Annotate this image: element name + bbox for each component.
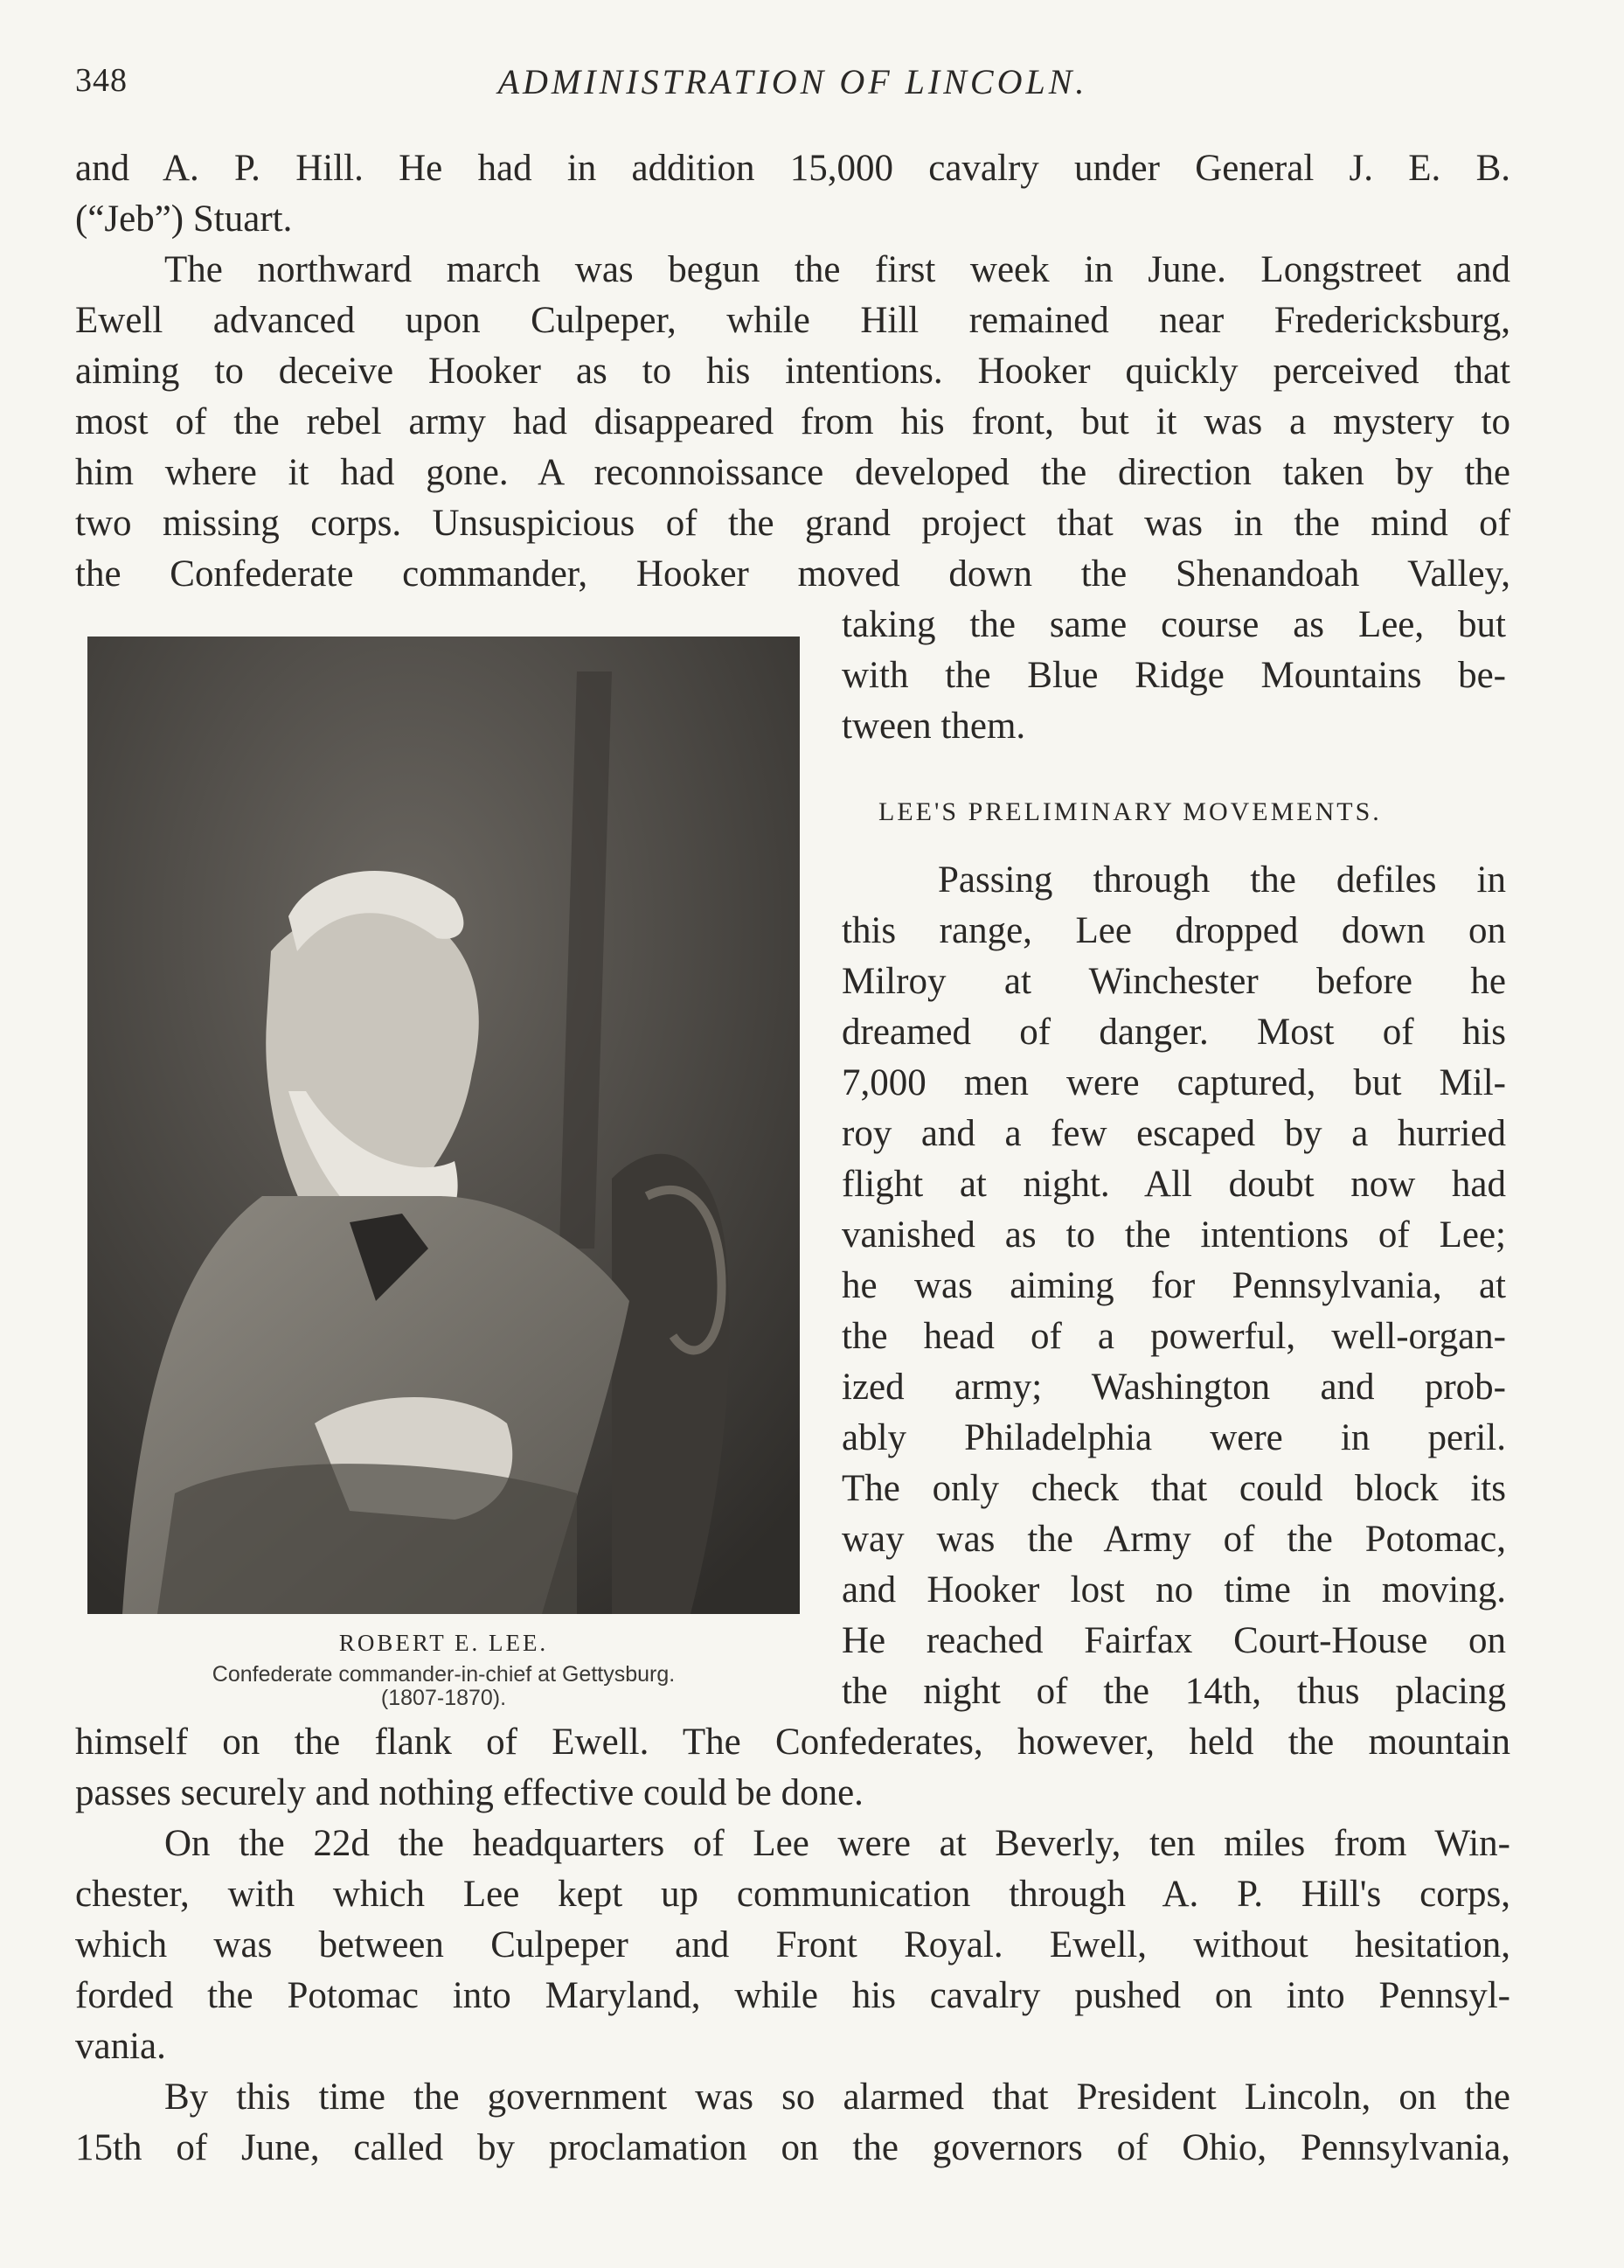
page-number: 348	[75, 62, 128, 99]
text-line: The only check that could block its	[842, 1468, 1506, 1509]
text-line: ably Philadelphia were in peril.	[842, 1417, 1506, 1458]
lap-shadow	[157, 1464, 577, 1614]
caption-years: (1807-1870).	[380, 1686, 507, 1710]
text-line: On the 22d the headquarters of Lee were at Beverly, ten miles from Win-	[164, 1823, 1510, 1864]
text-line: and Hooker lost no time in moving.	[842, 1569, 1506, 1611]
text-line: Milroy at Winchester before he	[842, 961, 1506, 1002]
text-line: way was the Army of the Potomac,	[842, 1519, 1506, 1560]
text-line: 15th of June, called by proclamation on the governors of Ohio, Pennsylvania,	[75, 2127, 1510, 2168]
text-line: aiming to deceive Hooker as to his intentions. Hooker quickly perceived that	[75, 351, 1510, 392]
text-line: vania.	[75, 2026, 166, 2067]
caption-role: Confederate commander-in-chief at Gettysburg.	[212, 1662, 676, 1687]
text-line: roy and a few escaped by a hurried	[842, 1113, 1506, 1154]
text-line: Passing through the defiles in	[938, 859, 1506, 901]
text-line: which was between Culpeper and Front Royal. Ewell, without hesitation,	[75, 1924, 1510, 1965]
portrait-illustration	[87, 637, 800, 1614]
text-line: By this time the government was so alarmed that President Lincoln, on the	[164, 2077, 1510, 2118]
text-line: him where it had gone. A reconnoissance developed the direction taken by the	[75, 452, 1510, 493]
text-line: the head of a powerful, well-organ-	[842, 1316, 1506, 1357]
text-line: chester, with which Lee kept up communication through A. P. Hill's corps,	[75, 1874, 1510, 1915]
text-line: most of the rebel army had disappeared from his front, but it was a mystery to	[75, 401, 1510, 442]
text-line: taking the same course as Lee, but	[842, 604, 1506, 645]
text-line: two missing corps. Unsuspicious of the grand project that was in the mind of	[75, 503, 1510, 544]
text-line: 7,000 men were captured, but Mil-	[842, 1062, 1506, 1103]
portrait-photo	[87, 637, 800, 1614]
text-line: ized army; Washington and prob-	[842, 1367, 1506, 1408]
text-line: (“Jeb”) Stuart.	[75, 198, 293, 240]
text-line: he was aiming for Pennsylvania, at	[842, 1265, 1506, 1306]
text-line: passes securely and nothing effective could be done.	[75, 1772, 864, 1813]
text-line: forded the Potomac into Maryland, while his cavalry pushed on into Pennsyl-	[75, 1975, 1510, 2016]
text-line: The northward march was begun the first week in June. Longstreet and	[164, 249, 1510, 290]
text-line: Ewell advanced upon Culpeper, while Hill remained near Fredericksburg,	[75, 300, 1510, 341]
text-line: himself on the flank of Ewell. The Confederates, however, held the mountain	[75, 1722, 1510, 1763]
text-line: tween them.	[842, 706, 1026, 747]
text-line: He reached Fairfax Court-House on	[842, 1620, 1506, 1661]
text-line: with the Blue Ridge Mountains be-	[842, 655, 1506, 696]
text-line: flight at night. All doubt now had	[842, 1164, 1506, 1205]
page-header	[75, 61, 1510, 114]
caption-title: ROBERT E. LEE.	[338, 1630, 549, 1656]
section-heading: LEE'S PRELIMINARY MOVEMENTS.	[878, 797, 1382, 826]
text-line: dreamed of danger. Most of his	[842, 1012, 1506, 1053]
text-line: and A. P. Hill. He had in addition 15,000 cavalry under General J. E. B.	[75, 148, 1510, 189]
running-title: ADMINISTRATION OF LINCOLN.	[497, 62, 1088, 101]
text-line: the Confederate commander, Hooker moved down the Shenandoah Valley,	[75, 553, 1510, 595]
text-line: vanished as to the intentions of Lee;	[842, 1214, 1506, 1256]
text-line: the night of the 14th, thus placing	[842, 1671, 1506, 1712]
caption-description	[87, 1663, 800, 1710]
text-line: this range, Lee dropped down on	[842, 910, 1506, 951]
